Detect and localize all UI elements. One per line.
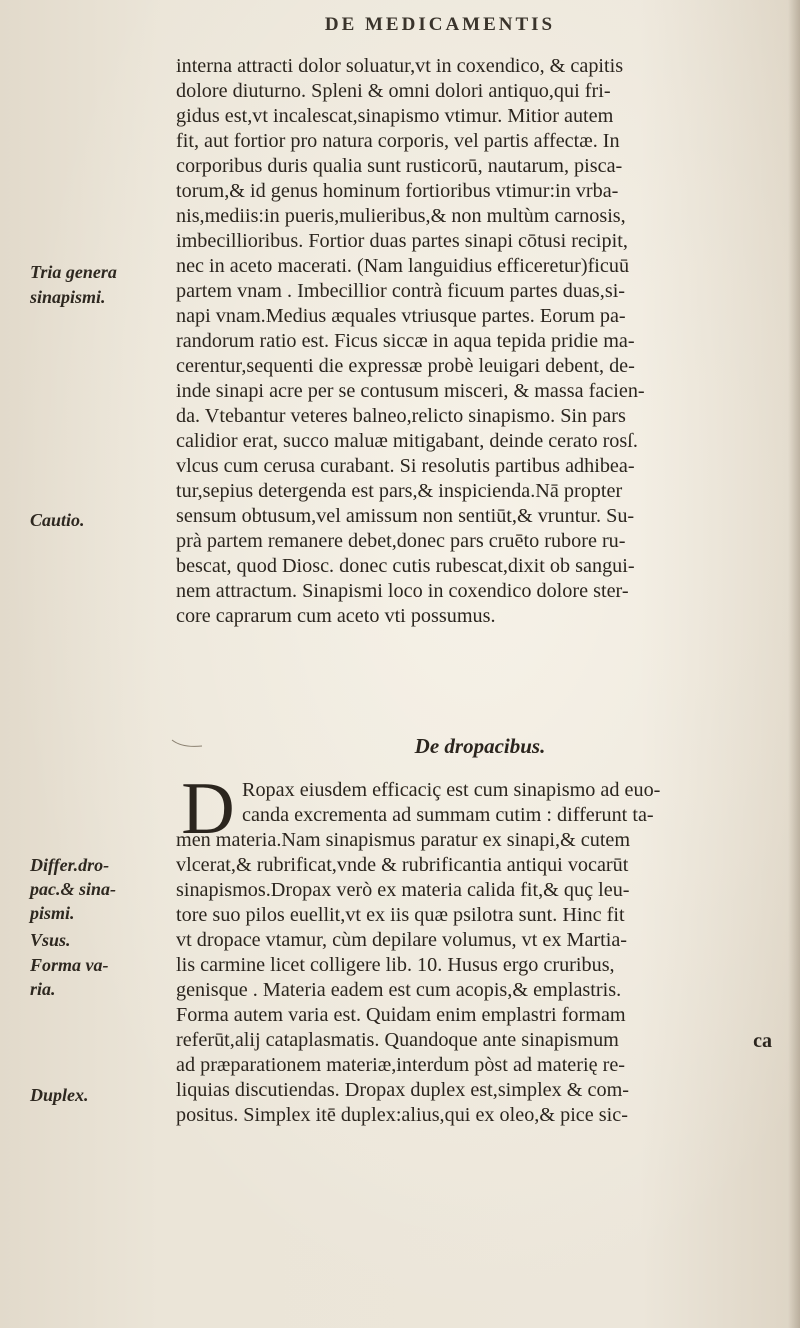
margin-note-vsus: Vsus. <box>30 930 71 950</box>
text-line: nis,mediis:in pueris,mulieribus,& non multùm carnosis, <box>176 205 626 227</box>
text-line: corporibus duris qualia sunt rusticorū, nautarum, pisca- <box>176 155 623 177</box>
margin-note-differ-1: Differ.dro- <box>30 855 110 875</box>
text-line: calidior erat, succo maluæ mitigabant, deinde cerato rosſ. <box>176 430 638 452</box>
text-line: torum,& id genus hominum fortioribus vtimur:in vrba- <box>176 180 619 202</box>
text-line: prà partem remanere debet,donec pars cruēto rubore ru- <box>176 530 626 552</box>
text-line: partem vnam . Imbecillior contrà ficuum partes duas,si- <box>176 280 626 302</box>
text-line: inde sinapi acre per se contusum misceri, & massa facien- <box>176 380 645 402</box>
text-line: tore suo pilos euellit,vt ex iis quæ psilotra sunt. Hinc fit <box>176 904 625 926</box>
section-title: De dropacibus. <box>414 734 546 758</box>
margin-note-differ-2: pac.& sina- <box>30 879 117 899</box>
catchword: ca <box>753 1030 772 1052</box>
text-line: cerentur,sequenti die expressæ probè leuigari debent, de- <box>176 355 635 377</box>
margin-note-duplex: Duplex. <box>30 1085 89 1105</box>
text-line: fit, aut fortior pro natura corporis, vel partis affectæ. In <box>176 130 620 152</box>
text-line: interna attracti dolor soluatur,vt in coxendico, & capitis <box>176 55 624 77</box>
text-line: Forma autem varia est. Quidam enim emplastri formam <box>176 1004 626 1026</box>
drop-cap: D <box>181 768 235 850</box>
text-line: nec in aceto macerati. (Nam languidius efficeretur)ficuū <box>176 255 630 277</box>
text-line: canda excrementa ad summam cutim : differunt ta- <box>242 804 654 826</box>
text-line: ad præparationem materiæ,interdum pòst ad materię re- <box>176 1054 626 1076</box>
margin-note-forma-2: ria. <box>30 979 56 999</box>
text-line: napi vnam.Medius æquales vtriusque partes. Eorum pa- <box>176 305 626 327</box>
margin-note-tria-genera: Tria genera <box>30 262 117 282</box>
paragraph-dropax <box>176 768 796 1128</box>
margin-note-forma-1: Forma va- <box>30 955 109 975</box>
running-head: DE MEDICAMENTIS <box>324 14 556 35</box>
text-line: liquias discutiendas. Dropax duplex est,simplex & com- <box>176 1079 630 1101</box>
text-line: randorum ratio est. Ficus siccæ in aqua tepida pridie ma- <box>176 330 635 352</box>
text-line: gidus est,vt incalescat,sinapismo vtimur. Mitior autem <box>176 105 614 127</box>
text-line: lis carmine licet colligere lib. 10. Husus ergo cruribus, <box>176 954 615 976</box>
text-line: bescat, quod Diosc. donec cutis rubescat,dixit ob sangui- <box>176 555 635 577</box>
text-line: da. Vtebantur veteres balneo,relicto sinapismo. Sin pars <box>176 405 626 427</box>
text-line: referūt,alij cataplasmatis. Quandoque ante sinapismum <box>176 1029 619 1051</box>
text-line: sinapismos.Dropax verò ex materia calida fit,& quç leu- <box>176 879 630 901</box>
text-line: positus. Simplex itē duplex:alius,qui ex oleo,& pice sic- <box>176 1104 628 1126</box>
text-line: men materia.Nam sinapismus paratur ex sinapi,& cutem <box>176 829 631 851</box>
margin-note-cautio: Cautio. <box>30 510 85 530</box>
margin-note-differ-3: pismi. <box>30 903 75 923</box>
text-line: sensum obtusum,vel amissum non sentiūt,& vruntur. Su- <box>176 505 635 527</box>
text-line: core caprarum cum aceto vti possumus. <box>176 605 496 627</box>
text-line: dolore diuturno. Spleni & omni dolori antiquo,qui fri- <box>176 80 611 102</box>
text-line: imbecillioribus. Fortior duas partes sinapi cōtusi recipit, <box>176 230 628 252</box>
text-line: genisque . Materia eadem est cum acopis,& emplastris. <box>176 979 622 1001</box>
paragraph-sinapismus <box>176 54 796 629</box>
text-line: Ropax eiusdem efficaciç est cum sinapismo ad euo- <box>242 779 661 801</box>
text-line: vlcerat,& rubrificat,vnde & rubrificantia antiqui vocarūt <box>176 854 629 876</box>
text-line: vlcus cum cerusa curabant. Si resolutis partibus adhibea- <box>176 455 635 477</box>
text-line: tur,sepius detergenda est pars,& inspicienda.Nā propter <box>176 480 623 502</box>
margin-note-sinapismi: sinapismi. <box>30 287 106 307</box>
text-line: nem attractum. Sinapismi loco in coxendico dolore ster- <box>176 580 629 602</box>
text-line: vt dropace vtamur, cùm depilare volumus, vt ex Martia- <box>176 929 628 951</box>
